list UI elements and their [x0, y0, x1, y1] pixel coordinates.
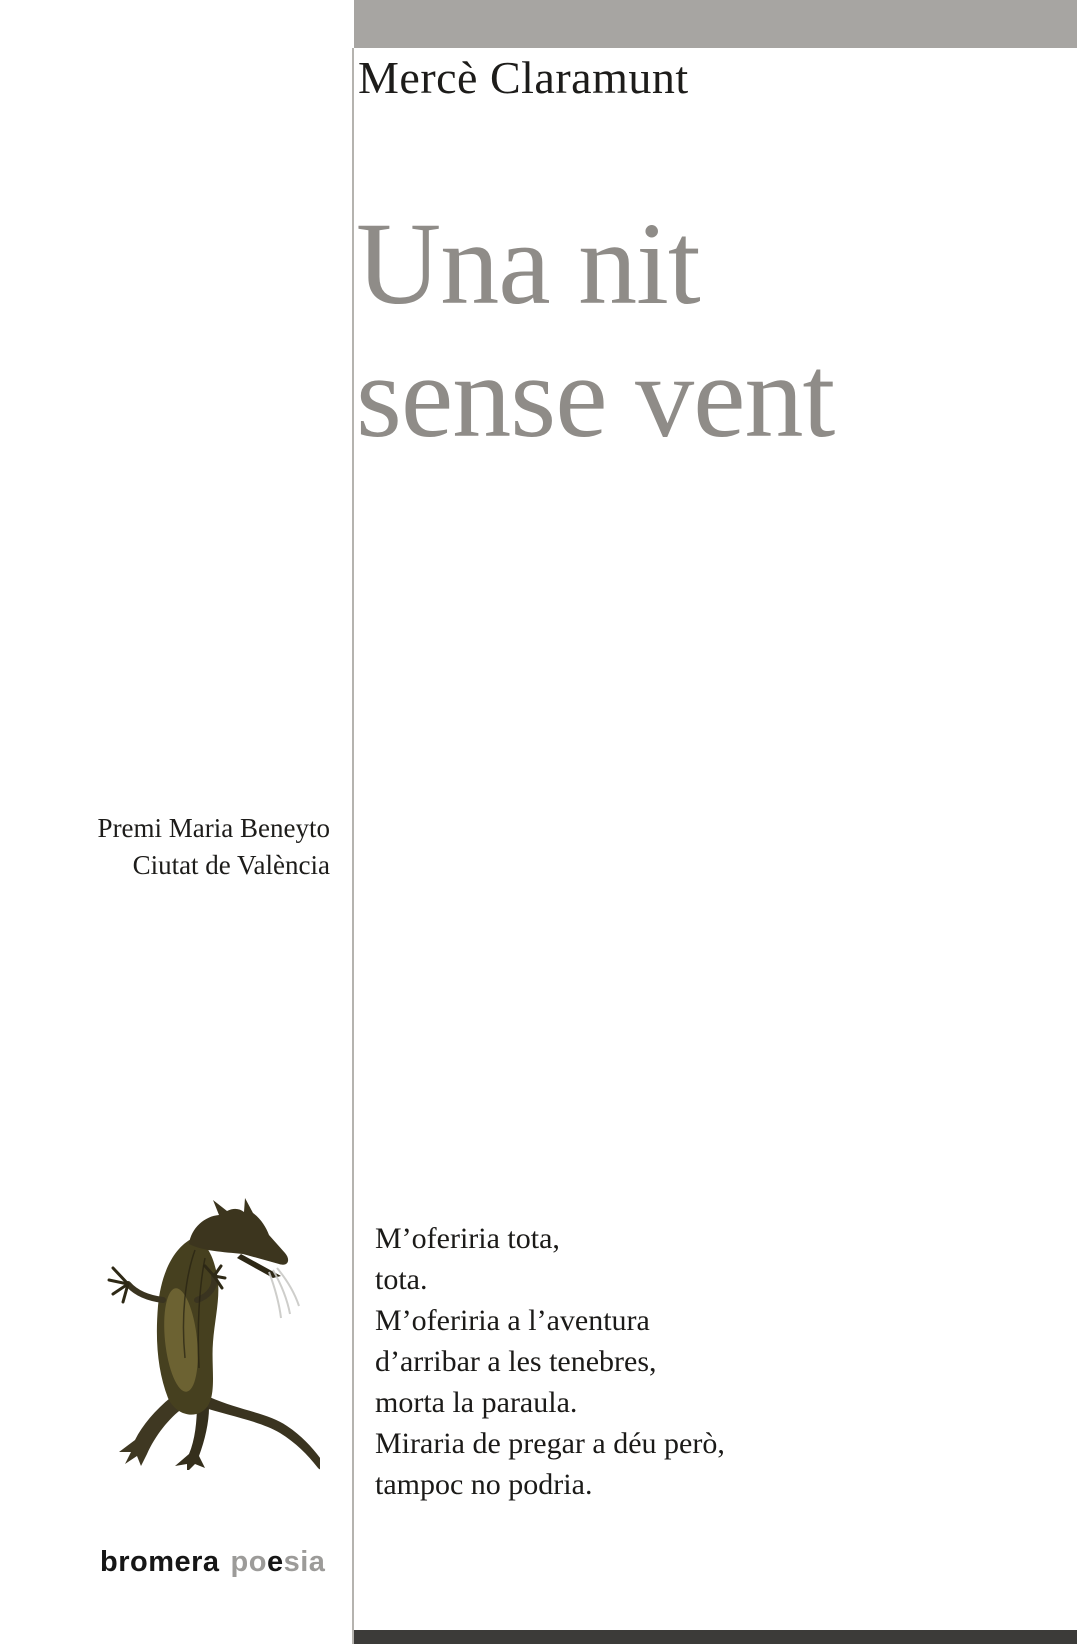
poem-line: Miraria de pregar a déu però, [375, 1427, 725, 1460]
dragon-lizard-illustration [85, 1158, 320, 1470]
poem-line: tota. [375, 1263, 428, 1296]
publisher-logo [100, 1547, 325, 1577]
poem-line: morta la paraula. [375, 1386, 578, 1419]
top-gray-bar [354, 0, 1077, 48]
bottom-dark-bar [354, 1630, 1077, 1644]
book-title-line1: Una nit [356, 198, 700, 329]
publisher-brand: bromera [100, 1546, 220, 1578]
poem-line: d’arribar a les tenebres, [375, 1345, 657, 1378]
award-line1: Premi Maria Beneyto [97, 813, 330, 843]
collection-name-post: sia [283, 1546, 326, 1578]
poem-line: tampoc no podria. [375, 1468, 593, 1501]
collection-name-accent: e [266, 1546, 284, 1578]
lizard-left-arm [128, 1284, 163, 1300]
poem-excerpt [375, 1218, 725, 1505]
vertical-divider-line [352, 48, 354, 1644]
book-title-line2: sense vent [356, 331, 835, 462]
author-name: Mercè Claramunt [358, 52, 689, 103]
lizard-tail [199, 1394, 320, 1470]
poem-line: M’oferiria a l’aventura [375, 1304, 650, 1337]
collection-name-pre: po [230, 1546, 267, 1578]
award-text [0, 810, 330, 884]
lizard-left-claws [109, 1268, 128, 1302]
award-line2: Ciutat de València [132, 850, 330, 880]
poem-line: M’oferiria tota, [375, 1222, 560, 1255]
book-title [356, 197, 834, 463]
